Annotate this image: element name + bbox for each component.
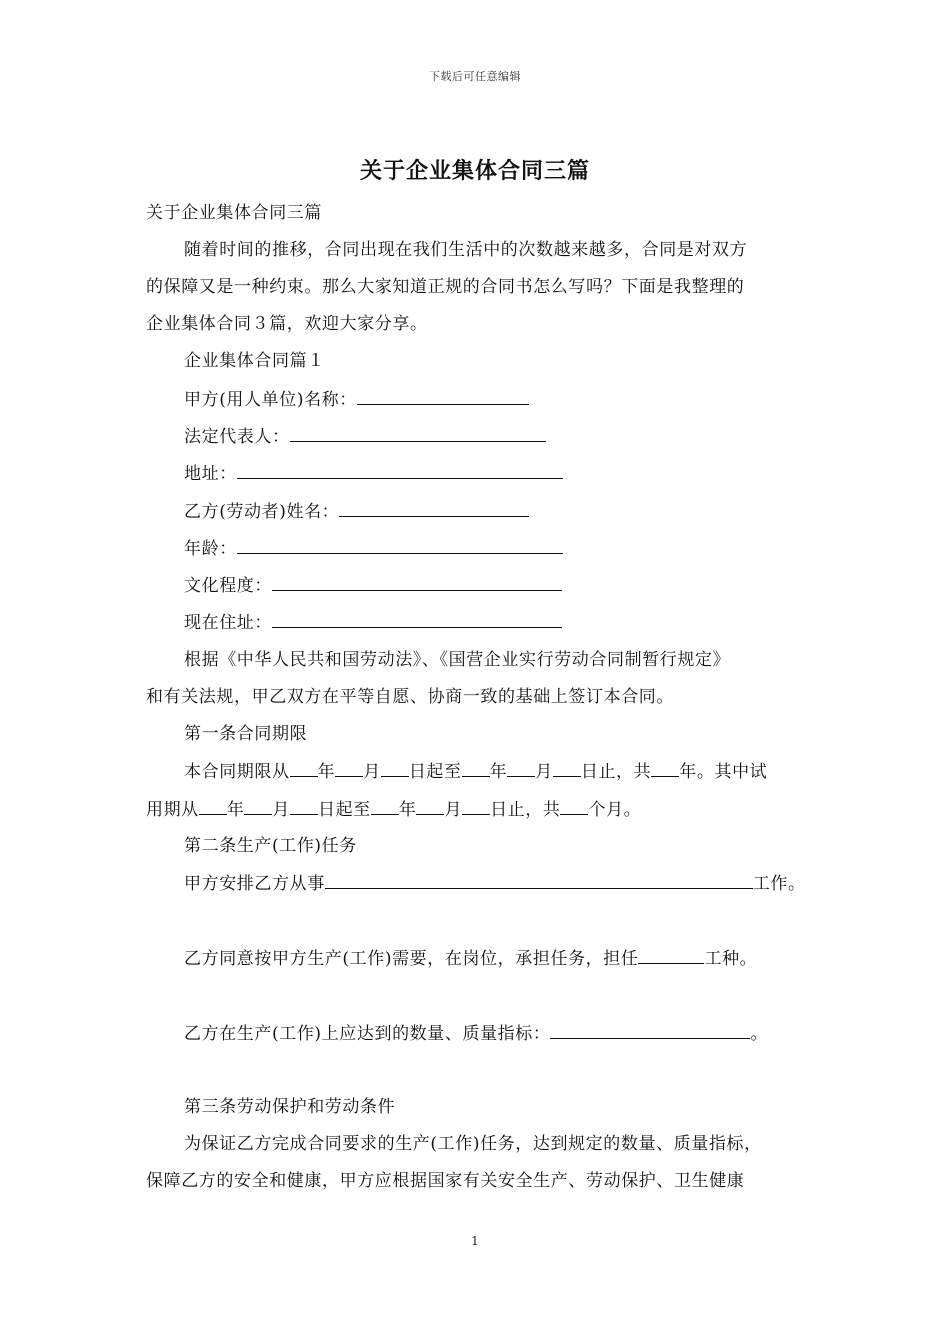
basis-line-2: 和有关法规，甲乙双方在平等自愿、协商一致的基础上签订本合同。: [146, 687, 674, 707]
intro-line-3: 企业集体合同３篇，欢迎大家分享。: [146, 314, 428, 334]
blank: [462, 760, 490, 777]
blank: [371, 798, 399, 815]
month-text: 月: [535, 762, 553, 782]
year-text: 年: [226, 800, 245, 820]
residence-label: 现在住址：: [184, 613, 272, 633]
article2-line-3: [184, 1022, 768, 1045]
article2-heading: 第二条生产(工作)任务: [184, 836, 357, 856]
year-text: 年: [317, 762, 336, 782]
day-to-text: 日起至: [318, 800, 371, 820]
legal-rep-field: [184, 425, 546, 448]
contract-heading: 企业集体合同篇１: [184, 351, 325, 371]
employee-label: 乙方(劳动者)姓名：: [184, 502, 340, 522]
education-label: 文化程度：: [184, 576, 272, 596]
day-to-text: 日起至: [408, 762, 462, 782]
years-trial-text: 年。其中试: [679, 762, 768, 782]
term-from-text: 本合同期限从: [184, 762, 290, 782]
blank: [553, 760, 581, 777]
education-field: [184, 574, 562, 597]
blank: [199, 798, 227, 815]
residence-field: [184, 611, 562, 634]
blank: [244, 798, 272, 815]
blank: [462, 798, 490, 815]
subtitle: 关于企业集体合同三篇: [146, 203, 322, 223]
article3-heading: 第三条劳动保护和劳动条件: [184, 1097, 396, 1117]
basis-line-1: 根据《中华人民共和国劳动法》、《国营企业实行劳动合同制暂行规定》: [184, 650, 731, 670]
residence-blank: [272, 611, 562, 628]
work-text: 工作。: [752, 874, 806, 894]
article1-line-2: [146, 798, 641, 821]
age-blank: [237, 537, 563, 554]
legal-rep-label: 法定代表人：: [184, 427, 290, 447]
blank: [651, 760, 679, 777]
blank: [381, 760, 409, 777]
article2-line-2: [184, 947, 757, 970]
intro-line-2: 的保障又是一种约束。那么大家知道正规的合同书怎么写吗？下面是我整理的: [146, 277, 745, 297]
day-total-text: 日止，共: [490, 800, 561, 820]
agreement-text: 乙方同意按甲方生产(工作)需要，在岗位，承担任务，担任: [184, 949, 639, 969]
work-blank: [325, 872, 753, 889]
months-text: 个月。: [588, 800, 642, 820]
quota-text: 乙方在生产(工作)上应达到的数量、质量指标：: [184, 1024, 551, 1044]
employer-blank: [357, 388, 529, 405]
employee-blank: [339, 500, 529, 517]
article2-line-1: [184, 872, 806, 895]
education-blank: [272, 574, 562, 591]
page-number: 1: [471, 1234, 479, 1248]
day-total-text: 日止，共: [580, 762, 652, 782]
employer-field: [184, 388, 529, 411]
document-title: 关于企业集体合同三篇: [359, 159, 590, 184]
article3-line-1: 为保证乙方完成合同要求的生产(工作)任务，达到规定的数量、质量指标，: [184, 1134, 762, 1154]
legal-rep-blank: [290, 425, 546, 442]
header-note: 下载后可任意编辑: [429, 70, 521, 83]
quota-blank: [550, 1022, 750, 1039]
blank: [290, 798, 318, 815]
blank: [560, 798, 588, 815]
assignment-text: 甲方安排乙方从事: [184, 874, 325, 894]
job-type-blank: [638, 947, 704, 964]
age-label: 年龄：: [184, 539, 237, 559]
employee-field: [184, 500, 529, 523]
job-type-text: 工种。: [704, 949, 758, 969]
intro-line-1: 随着时间的推移，合同出现在我们生活中的次数越来越多，合同是对双方: [184, 240, 748, 260]
trial-from-text: 用期从: [146, 800, 199, 820]
year-text: 年: [489, 762, 508, 782]
month-text: 月: [272, 800, 291, 820]
address-label: 地址：: [184, 464, 237, 484]
blank: [290, 760, 318, 777]
blank: [507, 760, 535, 777]
blank: [335, 760, 363, 777]
month-text: 月: [363, 762, 381, 782]
article1-heading: 第一条合同期限: [184, 724, 308, 744]
year-text: 年: [398, 800, 417, 820]
article3-line-2: 保障乙方的安全和健康，甲方应根据国家有关安全生产、劳动保护、卫生健康: [146, 1171, 745, 1191]
employer-label: 甲方(用人单位)名称：: [184, 390, 357, 410]
period-text: 。: [750, 1024, 769, 1044]
address-blank: [237, 462, 563, 479]
blank: [416, 798, 444, 815]
address-field: [184, 462, 563, 485]
month-text: 月: [444, 800, 463, 820]
article1-line-1: [184, 760, 767, 783]
age-field: [184, 537, 563, 560]
